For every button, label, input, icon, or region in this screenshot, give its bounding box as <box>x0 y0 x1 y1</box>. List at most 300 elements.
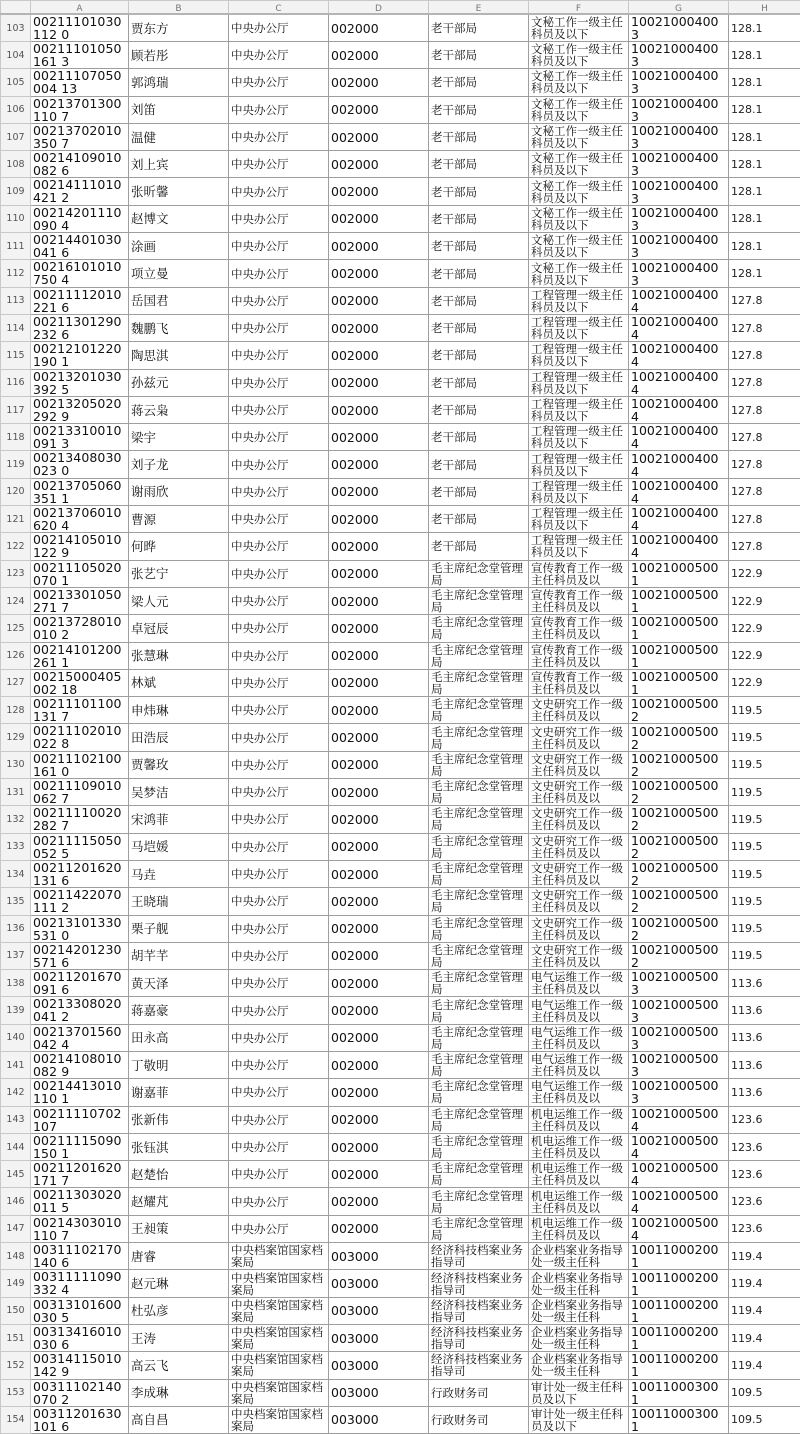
cell-candidate-id[interactable]: 00214401030041 6 <box>31 233 129 260</box>
cell-department[interactable]: 毛主席纪念堂管理局 <box>429 642 529 669</box>
cell-organization[interactable]: 中央办公厅 <box>229 396 329 423</box>
cell-score[interactable]: 123.6 <box>729 1188 800 1215</box>
row-number[interactable]: 139 <box>1 997 31 1024</box>
cell-score[interactable]: 127.8 <box>729 396 800 423</box>
cell-position-code[interactable]: 100210004003 <box>629 233 729 260</box>
cell-organization[interactable]: 中央办公厅 <box>229 123 329 150</box>
row-number[interactable]: 113 <box>1 287 31 314</box>
cell-score[interactable]: 119.5 <box>729 860 800 887</box>
cell-position-code[interactable]: 100110002001 <box>629 1270 729 1297</box>
cell-position[interactable]: 机电运维工作一级主任科员及以 <box>529 1161 629 1188</box>
cell-name[interactable]: 刘上宾 <box>129 151 229 178</box>
cell-organization-code[interactable]: 002000 <box>329 123 429 150</box>
cell-position-code[interactable]: 100210004003 <box>629 178 729 205</box>
cell-position-code[interactable]: 100210004003 <box>629 96 729 123</box>
column-header-e[interactable]: E <box>429 1 529 15</box>
cell-candidate-id[interactable]: 00313101600030 5 <box>31 1297 129 1324</box>
cell-department[interactable]: 毛主席纪念堂管理局 <box>429 587 529 614</box>
cell-name[interactable]: 郭鸿瑞 <box>129 69 229 96</box>
cell-score[interactable]: 122.9 <box>729 642 800 669</box>
cell-candidate-id[interactable]: 00213728010010 2 <box>31 615 129 642</box>
cell-candidate-id[interactable]: 00313416010030 6 <box>31 1324 129 1351</box>
cell-position-code[interactable]: 100210004004 <box>629 342 729 369</box>
cell-name[interactable]: 田浩辰 <box>129 724 229 751</box>
cell-organization[interactable]: 中央办公厅 <box>229 69 329 96</box>
cell-position[interactable]: 宣传教育工作一级主任科员及以 <box>529 642 629 669</box>
cell-score[interactable]: 119.5 <box>729 779 800 806</box>
cell-position[interactable]: 宣传教育工作一级主任科员及以 <box>529 587 629 614</box>
cell-position-code[interactable]: 100210004003 <box>629 151 729 178</box>
cell-name[interactable]: 谢嘉菲 <box>129 1079 229 1106</box>
cell-position[interactable]: 电气运维工作一级主任科员及以 <box>529 997 629 1024</box>
row-number[interactable]: 147 <box>1 1215 31 1242</box>
cell-organization-code[interactable]: 002000 <box>329 915 429 942</box>
cell-organization[interactable]: 中央办公厅 <box>229 451 329 478</box>
cell-organization[interactable]: 中央办公厅 <box>229 1133 329 1160</box>
cell-position-code[interactable]: 100210004004 <box>629 506 729 533</box>
cell-name[interactable]: 谢雨欣 <box>129 478 229 505</box>
cell-position[interactable]: 工程管理一级主任科员及以下 <box>529 314 629 341</box>
row-number[interactable]: 132 <box>1 806 31 833</box>
cell-organization-code[interactable]: 003000 <box>329 1297 429 1324</box>
cell-department[interactable]: 行政财务司 <box>429 1379 529 1406</box>
cell-position[interactable]: 文秘工作一级主任科员及以下 <box>529 260 629 287</box>
cell-name[interactable]: 蒋云枭 <box>129 396 229 423</box>
cell-candidate-id[interactable]: 00214201110090 4 <box>31 205 129 232</box>
cell-position-code[interactable]: 100210005002 <box>629 888 729 915</box>
cell-organization[interactable]: 中央办公厅 <box>229 342 329 369</box>
cell-organization[interactable]: 中央办公厅 <box>229 151 329 178</box>
cell-score[interactable]: 109.5 <box>729 1379 800 1406</box>
cell-score[interactable]: 122.9 <box>729 669 800 696</box>
cell-department[interactable]: 毛主席纪念堂管理局 <box>429 751 529 778</box>
cell-candidate-id[interactable]: 00314115010142 9 <box>31 1352 129 1379</box>
row-number[interactable]: 133 <box>1 833 31 860</box>
cell-department[interactable]: 毛主席纪念堂管理局 <box>429 669 529 696</box>
cell-candidate-id[interactable]: 00211201670091 6 <box>31 970 129 997</box>
cell-candidate-id[interactable]: 00211105020070 1 <box>31 560 129 587</box>
cell-candidate-id[interactable]: 00214303010110 7 <box>31 1215 129 1242</box>
cell-position-code[interactable]: 100210005002 <box>629 833 729 860</box>
row-number[interactable]: 144 <box>1 1133 31 1160</box>
row-number[interactable]: 123 <box>1 560 31 587</box>
cell-name[interactable]: 涂画 <box>129 233 229 260</box>
cell-score[interactable]: 127.8 <box>729 287 800 314</box>
cell-position-code[interactable]: 100210005004 <box>629 1161 729 1188</box>
cell-organization[interactable]: 中央办公厅 <box>229 724 329 751</box>
cell-score[interactable]: 122.9 <box>729 587 800 614</box>
cell-position-code[interactable]: 100210004004 <box>629 478 729 505</box>
cell-score[interactable]: 128.1 <box>729 14 800 42</box>
cell-score[interactable]: 113.6 <box>729 970 800 997</box>
cell-department[interactable]: 老干部局 <box>429 233 529 260</box>
cell-score[interactable]: 128.1 <box>729 123 800 150</box>
row-number[interactable]: 142 <box>1 1079 31 1106</box>
cell-candidate-id[interactable]: 00211102100161 0 <box>31 751 129 778</box>
cell-candidate-id[interactable]: 00211107050004 13 <box>31 69 129 96</box>
cell-organization-code[interactable]: 002000 <box>329 1161 429 1188</box>
cell-organization-code[interactable]: 002000 <box>329 233 429 260</box>
cell-organization-code[interactable]: 002000 <box>329 724 429 751</box>
cell-organization-code[interactable]: 002000 <box>329 287 429 314</box>
row-number[interactable]: 121 <box>1 506 31 533</box>
cell-department[interactable]: 老干部局 <box>429 42 529 69</box>
cell-organization[interactable]: 中央档案馆国家档案局 <box>229 1297 329 1324</box>
cell-position[interactable]: 电气运维工作一级主任科员及以 <box>529 1051 629 1078</box>
cell-candidate-id[interactable]: 00213310010091 3 <box>31 424 129 451</box>
cell-candidate-id[interactable]: 00213205020292 9 <box>31 396 129 423</box>
cell-position-code[interactable]: 100210005001 <box>629 587 729 614</box>
cell-name[interactable]: 张昕馨 <box>129 178 229 205</box>
cell-position-code[interactable]: 100210004003 <box>629 42 729 69</box>
cell-score[interactable]: 113.6 <box>729 997 800 1024</box>
cell-position[interactable]: 机电运维工作一级主任科员及以 <box>529 1133 629 1160</box>
cell-candidate-id[interactable]: 00214413010110 1 <box>31 1079 129 1106</box>
cell-organization-code[interactable]: 002000 <box>329 451 429 478</box>
row-number[interactable]: 134 <box>1 860 31 887</box>
cell-name[interactable]: 曹源 <box>129 506 229 533</box>
cell-position-code[interactable]: 100210005004 <box>629 1215 729 1242</box>
cell-position-code[interactable]: 100210004004 <box>629 369 729 396</box>
cell-department[interactable]: 老干部局 <box>429 342 529 369</box>
cell-position[interactable]: 机电运维工作一级主任科员及以 <box>529 1106 629 1133</box>
cell-score[interactable]: 119.4 <box>729 1270 800 1297</box>
cell-score[interactable]: 127.8 <box>729 342 800 369</box>
cell-department[interactable]: 老干部局 <box>429 69 529 96</box>
cell-organization[interactable]: 中央办公厅 <box>229 560 329 587</box>
cell-department[interactable]: 毛主席纪念堂管理局 <box>429 1161 529 1188</box>
cell-name[interactable]: 岳国君 <box>129 287 229 314</box>
cell-position[interactable]: 企业档案业务指导处一级主任科 <box>529 1243 629 1270</box>
cell-position[interactable]: 企业档案业务指导处一级主任科 <box>529 1324 629 1351</box>
row-number[interactable]: 151 <box>1 1324 31 1351</box>
cell-name[interactable]: 赵楚怡 <box>129 1161 229 1188</box>
cell-position[interactable]: 宣传教育工作一级主任科员及以 <box>529 669 629 696</box>
cell-position-code[interactable]: 100110002001 <box>629 1243 729 1270</box>
row-number[interactable]: 112 <box>1 260 31 287</box>
cell-name[interactable]: 赵耀芃 <box>129 1188 229 1215</box>
cell-name[interactable]: 李成琳 <box>129 1379 229 1406</box>
cell-score[interactable]: 113.6 <box>729 1079 800 1106</box>
cell-position-code[interactable]: 100210005001 <box>629 615 729 642</box>
cell-candidate-id[interactable]: 00211201620131 6 <box>31 860 129 887</box>
cell-score[interactable]: 119.4 <box>729 1297 800 1324</box>
cell-position-code[interactable]: 100210005003 <box>629 970 729 997</box>
cell-department[interactable]: 行政财务司 <box>429 1406 529 1433</box>
cell-position[interactable]: 文秘工作一级主任科员及以下 <box>529 123 629 150</box>
cell-score[interactable]: 119.5 <box>729 724 800 751</box>
cell-organization[interactable]: 中央办公厅 <box>229 260 329 287</box>
cell-score[interactable]: 127.8 <box>729 478 800 505</box>
cell-name[interactable]: 吴梦洁 <box>129 779 229 806</box>
cell-score[interactable]: 123.6 <box>729 1133 800 1160</box>
cell-position[interactable]: 工程管理一级主任科员及以下 <box>529 396 629 423</box>
cell-department[interactable]: 经济科技档案业务指导司 <box>429 1324 529 1351</box>
cell-score[interactable]: 127.8 <box>729 451 800 478</box>
cell-organization-code[interactable]: 002000 <box>329 533 429 560</box>
cell-position-code[interactable]: 100210004003 <box>629 69 729 96</box>
cell-position[interactable]: 工程管理一级主任科员及以下 <box>529 424 629 451</box>
row-number[interactable]: 104 <box>1 42 31 69</box>
cell-score[interactable]: 119.4 <box>729 1324 800 1351</box>
cell-organization-code[interactable]: 002000 <box>329 1051 429 1078</box>
cell-organization[interactable]: 中央办公厅 <box>229 1024 329 1051</box>
cell-candidate-id[interactable]: 00311201630101 6 <box>31 1406 129 1433</box>
cell-department[interactable]: 毛主席纪念堂管理局 <box>429 697 529 724</box>
cell-department[interactable]: 老干部局 <box>429 178 529 205</box>
cell-organization-code[interactable]: 003000 <box>329 1352 429 1379</box>
cell-department[interactable]: 毛主席纪念堂管理局 <box>429 1133 529 1160</box>
cell-score[interactable]: 127.8 <box>729 369 800 396</box>
cell-score[interactable]: 109.5 <box>729 1406 800 1433</box>
column-header-a[interactable]: A <box>31 1 129 15</box>
cell-name[interactable]: 申炜琳 <box>129 697 229 724</box>
row-number[interactable]: 106 <box>1 96 31 123</box>
cell-organization[interactable]: 中央办公厅 <box>229 1215 329 1242</box>
cell-position[interactable]: 电气运维工作一级主任科员及以 <box>529 1024 629 1051</box>
row-number[interactable]: 109 <box>1 178 31 205</box>
row-number[interactable]: 122 <box>1 533 31 560</box>
row-number[interactable]: 118 <box>1 424 31 451</box>
row-number[interactable]: 145 <box>1 1161 31 1188</box>
cell-score[interactable]: 127.8 <box>729 314 800 341</box>
cell-organization-code[interactable]: 002000 <box>329 1215 429 1242</box>
cell-department[interactable]: 老干部局 <box>429 123 529 150</box>
cell-candidate-id[interactable]: 00211301290232 6 <box>31 314 129 341</box>
cell-position-code[interactable]: 100210005002 <box>629 942 729 969</box>
cell-candidate-id[interactable]: 00311102140070 2 <box>31 1379 129 1406</box>
cell-organization-code[interactable]: 002000 <box>329 151 429 178</box>
cell-name[interactable]: 项立曼 <box>129 260 229 287</box>
row-number[interactable]: 110 <box>1 205 31 232</box>
cell-organization-code[interactable]: 002000 <box>329 14 429 42</box>
cell-position[interactable]: 宣传教育工作一级主任科员及以 <box>529 615 629 642</box>
cell-candidate-id[interactable]: 00213408030023 0 <box>31 451 129 478</box>
cell-position[interactable]: 文史研究工作一级主任科员及以 <box>529 779 629 806</box>
cell-candidate-id[interactable]: 00213701560042 4 <box>31 1024 129 1051</box>
cell-score[interactable]: 119.5 <box>729 806 800 833</box>
cell-position-code[interactable]: 100210004003 <box>629 123 729 150</box>
cell-organization-code[interactable]: 002000 <box>329 1079 429 1106</box>
cell-score[interactable]: 123.6 <box>729 1215 800 1242</box>
cell-organization[interactable]: 中央档案馆国家档案局 <box>229 1406 329 1433</box>
cell-organization-code[interactable]: 002000 <box>329 642 429 669</box>
cell-candidate-id[interactable]: 00214111010421 2 <box>31 178 129 205</box>
cell-name[interactable]: 王昶策 <box>129 1215 229 1242</box>
cell-organization-code[interactable]: 002000 <box>329 424 429 451</box>
cell-organization[interactable]: 中央办公厅 <box>229 669 329 696</box>
cell-name[interactable]: 王晓瑞 <box>129 888 229 915</box>
cell-department[interactable]: 毛主席纪念堂管理局 <box>429 1079 529 1106</box>
cell-candidate-id[interactable]: 00213101330531 0 <box>31 915 129 942</box>
cell-position-code[interactable]: 100210004004 <box>629 396 729 423</box>
cell-organization-code[interactable]: 002000 <box>329 942 429 969</box>
row-number[interactable]: 148 <box>1 1243 31 1270</box>
row-number[interactable]: 140 <box>1 1024 31 1051</box>
cell-organization-code[interactable]: 002000 <box>329 1133 429 1160</box>
cell-score[interactable]: 127.8 <box>729 424 800 451</box>
row-number[interactable]: 130 <box>1 751 31 778</box>
cell-position-code[interactable]: 100210005003 <box>629 1051 729 1078</box>
cell-organization-code[interactable]: 003000 <box>329 1270 429 1297</box>
cell-position[interactable]: 工程管理一级主任科员及以下 <box>529 478 629 505</box>
cell-position[interactable]: 文史研究工作一级主任科员及以 <box>529 888 629 915</box>
cell-organization-code[interactable]: 002000 <box>329 587 429 614</box>
cell-organization-code[interactable]: 002000 <box>329 396 429 423</box>
cell-name[interactable]: 张艺宁 <box>129 560 229 587</box>
cell-position-code[interactable]: 100210005002 <box>629 724 729 751</box>
cell-position[interactable]: 文秘工作一级主任科员及以下 <box>529 69 629 96</box>
cell-organization[interactable]: 中央办公厅 <box>229 178 329 205</box>
cell-position-code[interactable]: 100210005003 <box>629 1079 729 1106</box>
row-number[interactable]: 127 <box>1 669 31 696</box>
cell-organization-code[interactable]: 002000 <box>329 342 429 369</box>
cell-name[interactable]: 高云飞 <box>129 1352 229 1379</box>
cell-name[interactable]: 温健 <box>129 123 229 150</box>
cell-department[interactable]: 老干部局 <box>429 151 529 178</box>
cell-position[interactable]: 文史研究工作一级主任科员及以 <box>529 724 629 751</box>
cell-organization-code[interactable]: 002000 <box>329 178 429 205</box>
cell-name[interactable]: 顾若彤 <box>129 42 229 69</box>
cell-score[interactable]: 119.5 <box>729 942 800 969</box>
cell-organization[interactable]: 中央办公厅 <box>229 205 329 232</box>
cell-organization[interactable]: 中央办公厅 <box>229 587 329 614</box>
row-number[interactable]: 143 <box>1 1106 31 1133</box>
column-header-c[interactable]: C <box>229 1 329 15</box>
cell-organization[interactable]: 中央办公厅 <box>229 888 329 915</box>
cell-organization[interactable]: 中央办公厅 <box>229 533 329 560</box>
cell-candidate-id[interactable]: 00214201230571 6 <box>31 942 129 969</box>
cell-score[interactable]: 123.6 <box>729 1106 800 1133</box>
cell-organization-code[interactable]: 002000 <box>329 970 429 997</box>
cell-organization-code[interactable]: 002000 <box>329 205 429 232</box>
cell-candidate-id[interactable]: 00213308020041 2 <box>31 997 129 1024</box>
cell-organization-code[interactable]: 002000 <box>329 260 429 287</box>
cell-organization-code[interactable]: 002000 <box>329 779 429 806</box>
cell-department[interactable]: 老干部局 <box>429 369 529 396</box>
cell-organization[interactable]: 中央档案馆国家档案局 <box>229 1352 329 1379</box>
cell-organization-code[interactable]: 002000 <box>329 69 429 96</box>
cell-candidate-id[interactable]: 00211109010062 7 <box>31 779 129 806</box>
cell-position[interactable]: 电气运维工作一级主任科员及以 <box>529 970 629 997</box>
cell-organization[interactable]: 中央办公厅 <box>229 314 329 341</box>
cell-position-code[interactable]: 100210005001 <box>629 642 729 669</box>
cell-position-code[interactable]: 100110003001 <box>629 1379 729 1406</box>
cell-position-code[interactable]: 100210005002 <box>629 779 729 806</box>
row-number[interactable]: 111 <box>1 233 31 260</box>
cell-department[interactable]: 老干部局 <box>429 314 529 341</box>
cell-department[interactable]: 老干部局 <box>429 260 529 287</box>
cell-organization-code[interactable]: 002000 <box>329 1024 429 1051</box>
row-number[interactable]: 124 <box>1 587 31 614</box>
cell-score[interactable]: 128.1 <box>729 260 800 287</box>
column-header-b[interactable]: B <box>129 1 229 15</box>
cell-position-code[interactable]: 100110002001 <box>629 1324 729 1351</box>
cell-organization-code[interactable]: 002000 <box>329 560 429 587</box>
cell-candidate-id[interactable]: 00211101100131 7 <box>31 697 129 724</box>
cell-department[interactable]: 老干部局 <box>429 287 529 314</box>
column-header-g[interactable]: G <box>629 1 729 15</box>
column-header-h[interactable]: H <box>729 1 800 15</box>
cell-organization-code[interactable]: 002000 <box>329 697 429 724</box>
cell-score[interactable]: 119.5 <box>729 751 800 778</box>
cell-candidate-id[interactable]: 00211303020011 5 <box>31 1188 129 1215</box>
cell-organization[interactable]: 中央办公厅 <box>229 697 329 724</box>
cell-score[interactable]: 113.6 <box>729 1051 800 1078</box>
cell-organization-code[interactable]: 002000 <box>329 1188 429 1215</box>
cell-organization[interactable]: 中央办公厅 <box>229 1106 329 1133</box>
cell-name[interactable]: 张慧琳 <box>129 642 229 669</box>
cell-name[interactable]: 田永高 <box>129 1024 229 1051</box>
cell-candidate-id[interactable]: 00212101220190 1 <box>31 342 129 369</box>
cell-name[interactable]: 赵博文 <box>129 205 229 232</box>
cell-candidate-id[interactable]: 00211110020282 7 <box>31 806 129 833</box>
cell-position-code[interactable]: 100210005002 <box>629 751 729 778</box>
row-number[interactable]: 138 <box>1 970 31 997</box>
cell-department[interactable]: 老干部局 <box>429 506 529 533</box>
cell-organization[interactable]: 中央办公厅 <box>229 779 329 806</box>
row-number[interactable]: 119 <box>1 451 31 478</box>
row-number[interactable]: 141 <box>1 1051 31 1078</box>
cell-department[interactable]: 毛主席纪念堂管理局 <box>429 1188 529 1215</box>
cell-organization-code[interactable]: 003000 <box>329 1324 429 1351</box>
cell-department[interactable]: 经济科技档案业务指导司 <box>429 1243 529 1270</box>
cell-department[interactable]: 毛主席纪念堂管理局 <box>429 1106 529 1133</box>
cell-candidate-id[interactable]: 00213705060351 1 <box>31 478 129 505</box>
cell-organization[interactable]: 中央档案馆国家档案局 <box>229 1324 329 1351</box>
cell-organization-code[interactable]: 002000 <box>329 615 429 642</box>
cell-position-code[interactable]: 100210005003 <box>629 1024 729 1051</box>
cell-position[interactable]: 文史研究工作一级主任科员及以 <box>529 751 629 778</box>
cell-organization-code[interactable]: 003000 <box>329 1243 429 1270</box>
cell-department[interactable]: 毛主席纪念堂管理局 <box>429 833 529 860</box>
cell-department[interactable]: 毛主席纪念堂管理局 <box>429 888 529 915</box>
cell-candidate-id[interactable]: 00211115050052 5 <box>31 833 129 860</box>
row-number[interactable]: 108 <box>1 151 31 178</box>
cell-organization[interactable]: 中央办公厅 <box>229 751 329 778</box>
cell-position[interactable]: 文秘工作一级主任科员及以下 <box>529 205 629 232</box>
cell-position-code[interactable]: 100210005002 <box>629 860 729 887</box>
cell-department[interactable]: 毛主席纪念堂管理局 <box>429 779 529 806</box>
cell-department[interactable]: 毛主席纪念堂管理局 <box>429 970 529 997</box>
cell-score[interactable]: 128.1 <box>729 69 800 96</box>
cell-organization-code[interactable]: 002000 <box>329 96 429 123</box>
cell-score[interactable]: 128.1 <box>729 42 800 69</box>
cell-department[interactable]: 毛主席纪念堂管理局 <box>429 560 529 587</box>
row-number[interactable]: 131 <box>1 779 31 806</box>
cell-organization-code[interactable]: 002000 <box>329 478 429 505</box>
cell-score[interactable]: 128.1 <box>729 233 800 260</box>
row-number[interactable]: 116 <box>1 369 31 396</box>
cell-position-code[interactable]: 100210005003 <box>629 997 729 1024</box>
cell-position-code[interactable]: 100210005001 <box>629 669 729 696</box>
cell-department[interactable]: 毛主席纪念堂管理局 <box>429 942 529 969</box>
cell-organization-code[interactable]: 002000 <box>329 833 429 860</box>
cell-candidate-id[interactable]: 00211102010022 8 <box>31 724 129 751</box>
cell-candidate-id[interactable]: 00216101010750 4 <box>31 260 129 287</box>
cell-candidate-id[interactable]: 00211112010221 6 <box>31 287 129 314</box>
cell-department[interactable]: 毛主席纪念堂管理局 <box>429 997 529 1024</box>
cell-position[interactable]: 电气运维工作一级主任科员及以 <box>529 1079 629 1106</box>
cell-position[interactable]: 文秘工作一级主任科员及以下 <box>529 233 629 260</box>
cell-position-code[interactable]: 100210005002 <box>629 806 729 833</box>
cell-position-code[interactable]: 100210004004 <box>629 533 729 560</box>
cell-department[interactable]: 老干部局 <box>429 396 529 423</box>
cell-name[interactable]: 张钰淇 <box>129 1133 229 1160</box>
cell-department[interactable]: 老干部局 <box>429 424 529 451</box>
cell-position-code[interactable]: 100210004003 <box>629 260 729 287</box>
row-number[interactable]: 136 <box>1 915 31 942</box>
